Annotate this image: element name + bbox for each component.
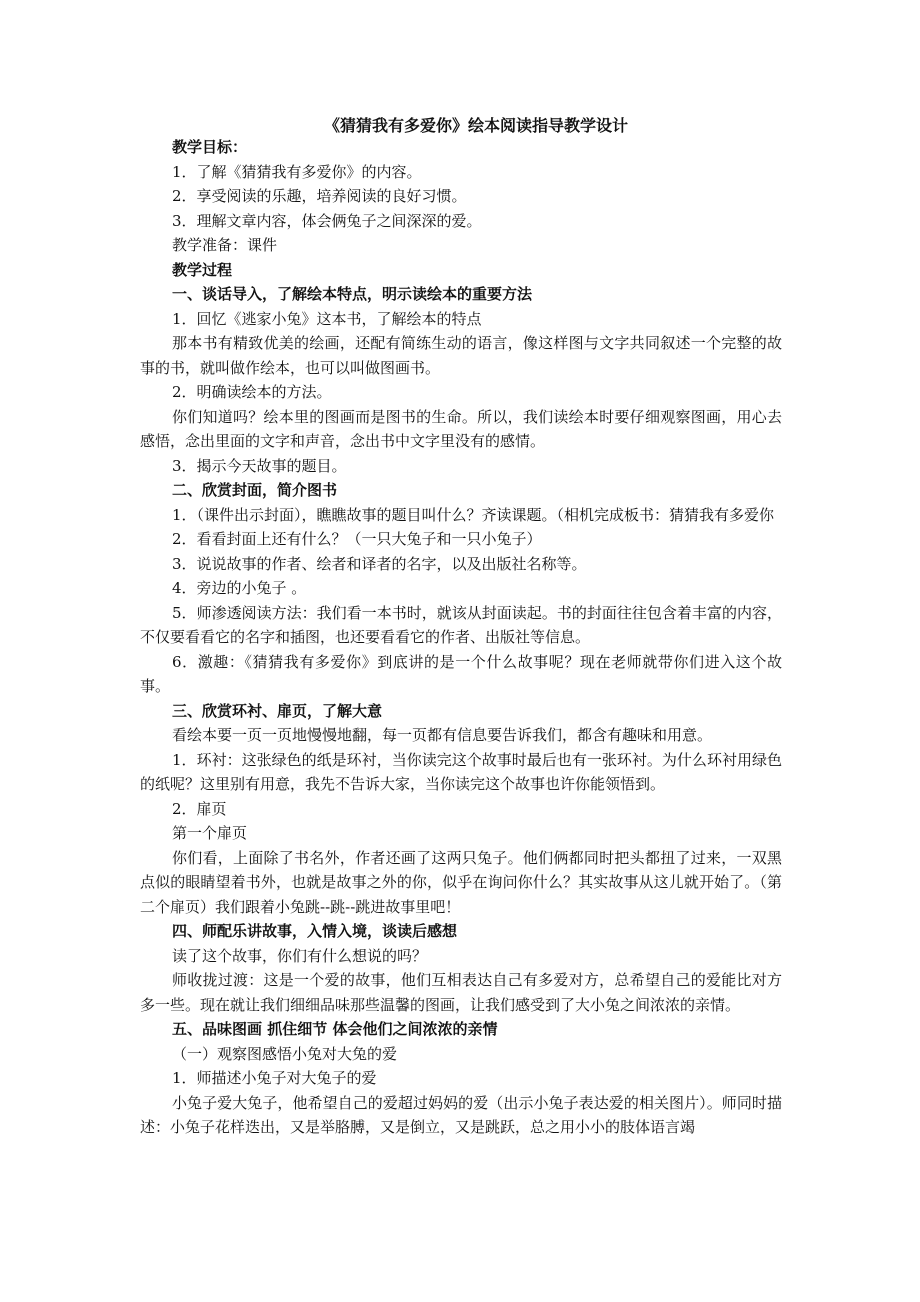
paragraph: 你们看，上面除了书名外，作者还画了这两只兔子。他们俩都同时把头都扭了过来，一双黑点似的眼睛望着书外，也就是故事之外的你，似乎在询问你什么？其实故事从这儿就开始了。（第二个扉页）我们跟着小兔跳--跳--跳进故事里吧！ (140, 848, 782, 916)
paragraph: 2．明确读绘本的方法。 (172, 383, 332, 401)
paragraph: 2．扉页 (172, 799, 227, 818)
paragraph: 第一个扉页 (172, 824, 248, 842)
document-body (140, 135, 782, 1140)
paragraph: 1．师描述小兔子对大兔子的爱 (172, 1069, 377, 1087)
paragraph: 1．（课件出示封面），瞧瞧故事的题目叫什么？齐读课题。（相机完成板书：猜猜我有多爱你 (172, 505, 775, 524)
paragraph: 读了这个故事，你们有什么想说的吗？ (172, 946, 428, 965)
paragraph: 3．说说故事的作者、绘者和译者的名字，以及出版社名称等。 (172, 554, 587, 573)
section-heading: 教学过程 (172, 260, 233, 279)
paragraph: 6．激趣：《猜猜我有多爱你》到底讲的是一个什么故事呢？现在老师就带你们进入这个故事。 (140, 652, 782, 695)
paragraph: 4．旁边的小兔子 。 (172, 579, 307, 597)
paragraph: 看绘本要一页一页地慢慢地翻，每一页都有信息要告诉我们，都含有趣味和用意。 (172, 726, 713, 744)
paragraph: 3．揭示今天故事的题目。 (172, 456, 347, 475)
paragraph: （一）观察图感悟小兔对大兔的爱 (172, 1044, 398, 1063)
paragraph: 你们知道吗？绘本里的图画而是图书的生命。所以，我们读绘本时要仔细观察图画，用心去感悟，念出里面的文字和声音，念出书中文字里没有的感情。 (140, 407, 782, 450)
section-heading: 四、师配乐讲故事，入情入境，谈读后感想 (172, 922, 458, 940)
section-heading: 五、品味图画 抓住细节 体会他们之间浓浓的亲情 (172, 1020, 498, 1038)
section-heading: 一、谈话导入，了解绘本特点，明示读绘本的重要方法 (172, 285, 533, 303)
paragraph: 2．享受阅读的乐趣，培养阅读的良好习惯。 (172, 187, 467, 205)
paragraph: 那本书有精致优美的绘画，还配有简练生动的语言，像这样图与文字共同叙述一个完整的故事的书，就叫做作绘本，也可以叫做图画书。 (140, 334, 782, 377)
paragraph: 师收拢过渡：这是一个爱的故事，他们互相表达自己有多爱对方，总希望自己的爱能比对方多一些。现在就让我们细细品味那些温馨的图画，让我们感受到了大小兔之间浓浓的亲情。 (140, 971, 782, 1014)
paragraph: 1．环衬：这张绿色的纸是环衬，当你读完这个故事时最后也有一张环衬。为什么环衬用绿色的纸呢？这里别有用意，我先不告诉大家，当你读完这个故事也许你能领悟到。 (140, 750, 782, 793)
document-title: 《猜猜我有多爱你》绘本阅读指导教学设计 (323, 116, 628, 135)
paragraph: 1．了解《猜猜我有多爱你》的内容。 (172, 162, 422, 181)
paragraph: 3．理解文章内容，体会俩兔子之间深深的爱。 (172, 211, 482, 230)
section-heading: 二、欣赏封面，简介图书 (172, 481, 338, 499)
paragraph: 小兔子爱大兔子，他希望自己的爱超过妈妈的爱（出示小兔子表达爱的相关图片）。师同时描述：小兔子花样迭出，又是举胳膊，又是倒立，又是跳跃，总之用小小的肢体语言竭 (140, 1093, 782, 1136)
paragraph: 1．回忆《逃家小兔》这本书，了解绘本的特点 (172, 309, 482, 328)
section-heading: 三、欣赏环衬、扉页，了解大意 (172, 701, 383, 720)
paragraph: 5．师渗透阅读方法：我们看一本书时，就该从封面读起。书的封面往往包含着丰富的内容，不仅要看看它的名字和插图，也还要看看它的作者、出版社等信息。 (140, 603, 782, 646)
paragraph: 2．看看封面上还有什么？（一只大兔子和一只小兔子） (172, 530, 542, 548)
paragraph: 教学准备：课件 (172, 236, 278, 254)
section-heading: 教学目标： (172, 138, 248, 156)
